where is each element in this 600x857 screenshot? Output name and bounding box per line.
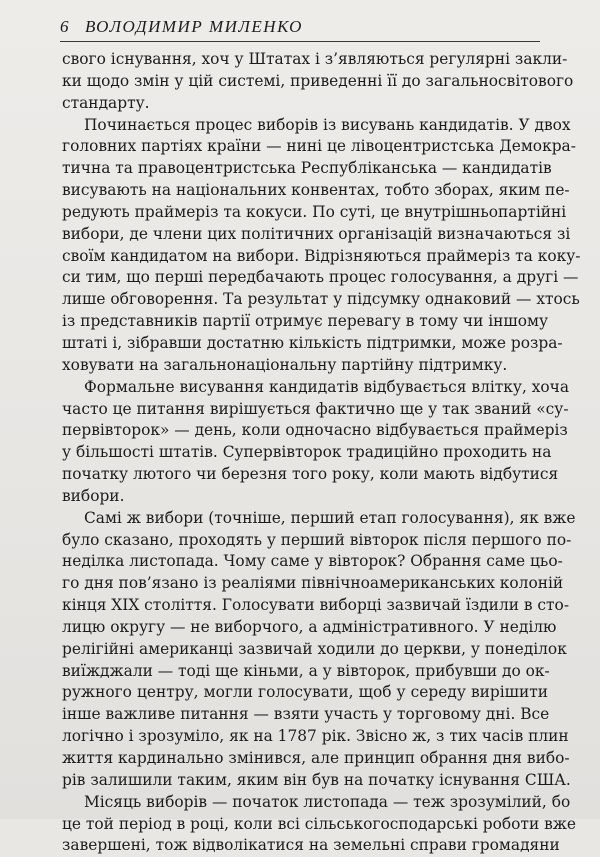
text-line: си тим, що перші передбачають процес голосування, а другі —	[62, 268, 579, 287]
text-line: вибори, де члени цих політичних організацій визначаються зі	[62, 224, 571, 243]
page-number: 6	[60, 17, 69, 36]
text-line: логічно і зрозуміло, як на 1787 рік. Звісно ж, з тих часів плин	[62, 727, 569, 746]
text-line: головних партіях країни — нині це лівоцентристська Демокра-	[62, 137, 576, 156]
text-line: завершені, тож відволікатися на земельні справи громадяни	[62, 836, 560, 855]
text-line: Починається процес виборів із висувань кандидатів. У двох	[84, 115, 571, 134]
text-line: тична та правоцентристська Республіканська — кандидатів	[62, 159, 552, 178]
text-line: лише обговорення. Та результат у підсумку однаковий — хтось	[62, 290, 580, 309]
text-line: із представників партії отримує перевагу в тому чи іншому	[62, 312, 548, 331]
text-line: первівторок» — день, коли одночасно відбувається праймеріз	[62, 421, 568, 440]
paragraph	[62, 115, 581, 377]
text-line: своїм кандидатом на вибори. Відрізняються праймеріз та коку-	[62, 246, 581, 265]
text-line: було сказано, проходять у перший вівторок після першого по-	[62, 530, 572, 549]
running-head-author: ВОЛОДИМИР МИЛЕНКО	[85, 17, 303, 36]
text-line: неділка листопада. Чому саме у вівторок? Обрання саме цьо-	[62, 552, 563, 571]
text-line: Формальне висування кандидатів відбувається влітку, хоча	[84, 377, 570, 396]
text-line: релігійні американці зазвичай ходили до церкви, у понеділок	[62, 639, 567, 658]
text-line: кінця XIX століття. Голосувати виборці зазвичай їздили в сто-	[62, 596, 570, 615]
text-line: лицю округу — не виборчого, а адміністративного. У неділю	[62, 617, 557, 636]
text-line: свого існування, хоч у Штатах і з’являються регулярні закли-	[62, 50, 568, 68]
text-line: часто це питання вирішується фактично ще у так званий «су-	[62, 399, 569, 418]
body-text	[62, 49, 581, 857]
text-line: інше важливе питання — взяти участь у торговому дні. Все	[62, 705, 550, 724]
paragraph	[62, 49, 574, 115]
text-line: виїжджали — тоді ще кіньми, а у вівторок, прибувши до ок-	[62, 661, 550, 680]
text-line: вибори.	[62, 486, 125, 505]
paragraph	[62, 792, 577, 857]
text-line: у більшості штатів. Супервівторок традиційно проходить на	[62, 443, 552, 462]
text-line: життя кардинально змінився, але принцип обрання дня вибо-	[62, 749, 570, 767]
text-line: го дня пов’язано із реаліями північноамериканських колоній	[62, 574, 564, 593]
text-line: ховувати на загальнонаціональну партійну підтримку.	[62, 355, 508, 374]
text-line: Самі ж вибори (точніше, перший етап голосування), як вже	[84, 508, 576, 527]
text-line: початку лютого чи березня того року, коли мають відбутися	[62, 465, 559, 484]
text-line: рів залишили таким, яким він був на початку існування США.	[62, 770, 571, 789]
text-line: висувають на національних конвентах, тобто зборах, яким пе-	[62, 181, 570, 200]
text-line: ки щодо змін у цій системі, приведенні її до загальносвітового	[62, 71, 574, 90]
text-line: Місяць виборів — початок листопада — теж зрозумілий, бо	[84, 792, 571, 811]
text-line: це той період в році, коли всі сільськогосподарські роботи вже	[62, 814, 577, 833]
text-line: штаті і, зібравши достатню кількість підтримки, може розра-	[62, 333, 563, 352]
text-line: редують праймеріз та кокуси. По суті, це внутрішньопартійні	[62, 202, 567, 221]
paragraph	[62, 377, 570, 508]
text-line: стандарту.	[62, 93, 150, 112]
running-head	[60, 12, 540, 42]
text-line: ружного центру, могли голосувати, щоб у середу вирішити	[62, 683, 548, 702]
paragraph	[62, 508, 576, 792]
